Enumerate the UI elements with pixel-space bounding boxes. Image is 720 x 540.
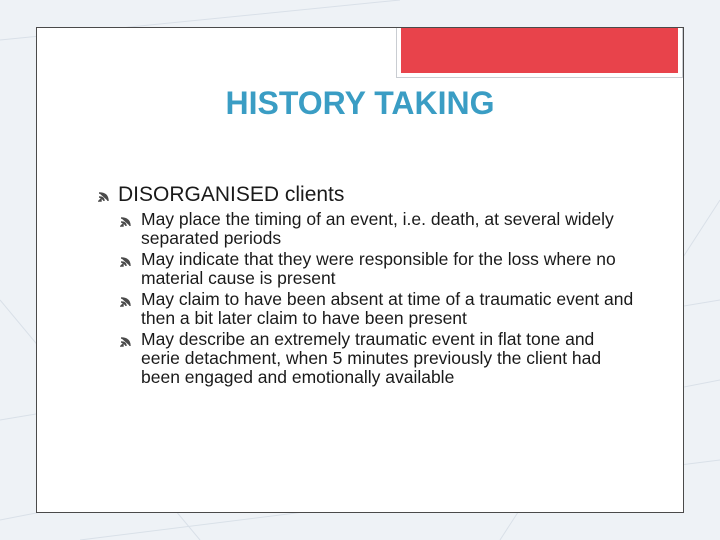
list-item bbox=[120, 290, 638, 328]
wifi-arrow-icon bbox=[120, 255, 134, 267]
bullet-rest: clients bbox=[279, 183, 345, 206]
bullet-term: DISORGANISED bbox=[118, 183, 280, 206]
wifi-arrow-icon bbox=[98, 190, 112, 202]
list-item bbox=[120, 330, 638, 387]
list-item-text: May claim to have been absent at time of a traumatic event and then a bit later claim to have been present bbox=[141, 289, 634, 328]
list-item-text: May describe an extremely traumatic event in flat tone and eerie detachment, when 5 minutes previously the client had been engaged and emotionally available bbox=[141, 329, 602, 387]
wifi-arrow-icon bbox=[120, 335, 134, 347]
wifi-arrow-icon bbox=[120, 295, 134, 307]
list-item-text: May place the timing of an event, i.e. death, at several widely separated periods bbox=[141, 209, 614, 248]
accent-tab bbox=[396, 28, 683, 78]
sub-bullet-list bbox=[98, 210, 638, 387]
bullet-level-1 bbox=[98, 182, 638, 208]
slide-content bbox=[98, 182, 638, 387]
list-item-text: May indicate that they were responsible for the loss where no material cause is present bbox=[141, 249, 616, 288]
list-item bbox=[120, 210, 638, 248]
slide-title: HISTORY TAKING bbox=[225, 85, 495, 121]
accent-tab-fill bbox=[401, 28, 678, 73]
list-item bbox=[120, 250, 638, 288]
wifi-arrow-icon bbox=[120, 215, 134, 227]
